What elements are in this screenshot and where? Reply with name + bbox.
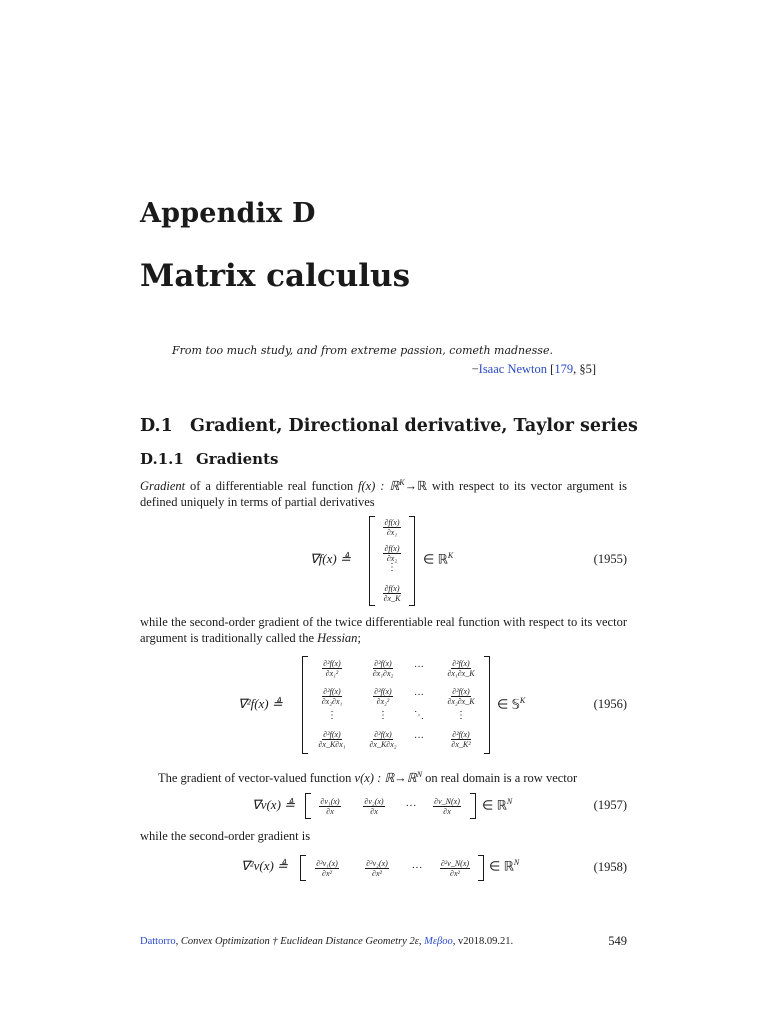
hessian-entry xyxy=(360,686,406,706)
hessian-den: ∂x₂∂x_K xyxy=(447,697,475,706)
eq1957-entry xyxy=(356,796,392,816)
eq1957-entry xyxy=(312,796,348,816)
footer-author-link[interactable]: Dattorro xyxy=(140,936,176,947)
eq1958-entry xyxy=(356,858,398,878)
hessian-entry xyxy=(310,729,354,749)
hessian-num: ∂²f(x) xyxy=(323,730,341,739)
eq1958-rhs xyxy=(489,858,519,874)
citation-open: [ xyxy=(547,362,555,376)
hessian-den: ∂x₂∂x₁ xyxy=(321,697,343,706)
hessian-den: ∂x₁∂x₂ xyxy=(372,669,394,678)
para1-text-b: with respect to its vector argument is defined uniquely in terms of partial derivatives xyxy=(140,479,627,510)
hessian-den: ∂x_K∂x₁ xyxy=(318,740,346,749)
eq1955-num: ∂f(x) xyxy=(384,584,400,593)
hessian-den: ∂x_K² xyxy=(451,740,471,749)
eq1956-lhs xyxy=(238,696,283,712)
paragraph-hessian xyxy=(140,614,627,646)
eq1957-num: ∂v₂(x) xyxy=(364,797,384,806)
hessian-num: ∂²f(x) xyxy=(452,730,470,739)
eq1957-den: ∂x xyxy=(326,807,334,816)
hessian-entry xyxy=(310,658,354,678)
eq1955-entry xyxy=(372,543,412,563)
eq1958-entry xyxy=(306,858,348,878)
paragraph-gradient-definition xyxy=(140,475,627,510)
eq1958-lhs xyxy=(241,858,288,874)
section-heading xyxy=(140,416,638,436)
term-gradient: Gradient xyxy=(140,479,186,494)
hessian-num: ∂²f(x) xyxy=(374,730,392,739)
eq1955-rhs-text: ∈ ℝ xyxy=(423,551,448,567)
hessian-entry: ⋮ xyxy=(327,710,337,721)
eq1957-rhs-text: ∈ ℝ xyxy=(482,797,507,813)
para3-text-b: on real domain is a row vector xyxy=(422,771,578,786)
footer-publisher-link[interactable]: Mεβoo xyxy=(424,936,453,947)
paragraph-second-order xyxy=(140,828,627,844)
eq1957-rhs-sup: N xyxy=(506,797,513,806)
citation-rest: , §5] xyxy=(573,362,596,376)
hessian-entry xyxy=(310,686,354,706)
subsection-title: Gradients xyxy=(196,450,279,468)
eq1956-rhs-sup: K xyxy=(519,696,526,705)
eq1958-num: ∂²v₁(x) xyxy=(316,859,338,868)
hessian-den: ∂x₁² xyxy=(325,669,339,678)
hessian-den: ∂x₁∂x_K xyxy=(447,669,475,678)
eq1958-rhs-text: ∈ ℝ xyxy=(489,858,514,874)
footer-sep: , xyxy=(175,936,181,947)
page-number: 549 xyxy=(608,934,627,948)
appendix-label: Appendix D xyxy=(140,198,316,229)
eq1957-num: ∂v_N(x) xyxy=(434,797,460,806)
eq1955-num: ∂f(x) xyxy=(384,518,400,527)
author-link[interactable]: Isaac Newton xyxy=(478,362,548,376)
para3-sup-a: N xyxy=(416,770,423,779)
eq1955-entry xyxy=(372,583,412,603)
eq1958-rhs-sup: N xyxy=(513,858,520,867)
hessian-entry xyxy=(438,658,484,678)
eq1958-right-bracket xyxy=(478,855,484,881)
para2-text: while the second-order gradient of the twice differentiable real function with respect to its vector argument is traditionally called the xyxy=(140,615,627,645)
eq1955-den: ∂x₂ xyxy=(386,554,398,563)
hessian-entry xyxy=(438,729,484,749)
eq1955-den: ∂x_K xyxy=(383,594,401,603)
attribution-dash: − xyxy=(471,362,479,376)
eq1955-entry xyxy=(372,517,412,537)
eq1955-den: ∂x₁ xyxy=(386,528,398,537)
eq1956-rhs xyxy=(497,696,525,712)
eq1955-rhs xyxy=(423,551,453,567)
subsection-heading xyxy=(140,450,278,468)
paragraph-vector-gradient xyxy=(158,767,627,786)
para3-math-a: v(x) : ℝ→ℝ xyxy=(354,771,417,786)
eq1956-number: (1956) xyxy=(593,697,627,711)
eq1958-lhs-text: ∇²v(x) ≜ xyxy=(241,858,288,873)
hessian-num: ∂²f(x) xyxy=(323,687,341,696)
section-number: D.1 xyxy=(140,416,173,436)
eq1958-den: ∂x² xyxy=(322,869,332,878)
eq1958-num: ∂²v₂(x) xyxy=(366,859,388,868)
para2-tail: ; xyxy=(357,631,361,645)
eq1957-lhs xyxy=(252,797,295,813)
epigraph-attribution xyxy=(472,362,596,377)
hessian-num: ∂²f(x) xyxy=(374,659,392,668)
eq1957-left-bracket xyxy=(305,793,311,819)
hessian-entry: ⋱ xyxy=(414,710,424,721)
hessian-num: ∂²f(x) xyxy=(452,687,470,696)
eq1956-right-bracket xyxy=(484,656,490,754)
eq1957-number: (1957) xyxy=(593,798,627,812)
hessian-entry: ⋮ xyxy=(456,710,466,721)
hessian-den: ∂x_K∂x₂ xyxy=(369,740,397,749)
para4-text: while the second-order gradient is xyxy=(140,829,311,843)
eq1955-rhs-sup: K xyxy=(447,551,454,560)
section-title: Gradient, Directional derivative, Taylor series xyxy=(190,416,638,436)
footer-version: , v2018.09.21. xyxy=(452,936,514,947)
hessian-num: ∂²f(x) xyxy=(323,659,341,668)
eq1957-num: ∂v₁(x) xyxy=(320,797,340,806)
chapter-title: Matrix calculus xyxy=(140,258,411,294)
eq1957-rhs xyxy=(482,797,512,813)
eq1957-den: ∂x xyxy=(443,807,451,816)
epigraph-quote: From too much study, and from extreme passion, cometh madnesse. xyxy=(172,344,553,357)
eq1957-entry xyxy=(428,796,466,816)
eq1958-number: (1958) xyxy=(593,860,627,874)
eq1955-vdots: ⋮ xyxy=(387,562,397,573)
footer-book-title: Convex Optimization † Euclidean Distance Geometry 2ε xyxy=(180,936,419,947)
page-footer xyxy=(140,936,513,947)
eq1957-cdots: ··· xyxy=(405,800,417,812)
hessian-entry xyxy=(438,686,484,706)
eq1955-number: (1955) xyxy=(593,552,627,566)
eq1958-num: ∂²v_N(x) xyxy=(440,859,470,868)
eq1957-den: ∂x xyxy=(370,807,378,816)
eq1958-cdots: ··· xyxy=(411,862,423,874)
eq1957-lhs-text: ∇v(x) ≜ xyxy=(252,797,296,812)
footer-sep: , xyxy=(418,936,425,947)
eq1956-lhs-text: ∇²f(x) ≜ xyxy=(238,696,283,711)
hessian-num: ∂²f(x) xyxy=(452,659,470,668)
eq1956-left-bracket xyxy=(302,656,308,754)
para3-text-a: The gradient of vector-valued function xyxy=(158,771,355,786)
eq1958-den: ∂x² xyxy=(372,869,382,878)
eq1956-rhs-text: ∈ 𝕊 xyxy=(497,696,520,712)
eq1958-entry xyxy=(434,858,476,878)
hessian-entry xyxy=(360,729,406,749)
eq1955-lhs-text: ∇f(x) ≜ xyxy=(310,551,351,566)
subsection-number: D.1.1 xyxy=(140,450,184,468)
citation-link[interactable]: 179 xyxy=(554,362,574,376)
para1-sup-a: K xyxy=(399,478,405,487)
para1-math-a: f(x) : ℝ xyxy=(358,479,400,494)
hessian-num: ∂²f(x) xyxy=(374,687,392,696)
eq1958-den: ∂x² xyxy=(450,869,460,878)
hessian-entry: ··· xyxy=(414,733,424,744)
hessian-entry: ⋮ xyxy=(378,710,388,721)
para1-math-b: →ℝ xyxy=(404,479,427,494)
eq1957-right-bracket xyxy=(470,793,476,819)
hessian-entry: ··· xyxy=(414,662,424,673)
hessian-entry xyxy=(360,658,406,678)
hessian-den: ∂x₂² xyxy=(376,697,390,706)
eq1955-num: ∂f(x) xyxy=(384,544,400,553)
term-hessian: Hessian xyxy=(317,631,358,645)
hessian-entry: ··· xyxy=(414,690,424,701)
eq1955-lhs xyxy=(310,551,351,567)
para1-text-a: of a differentiable real function xyxy=(185,479,358,494)
